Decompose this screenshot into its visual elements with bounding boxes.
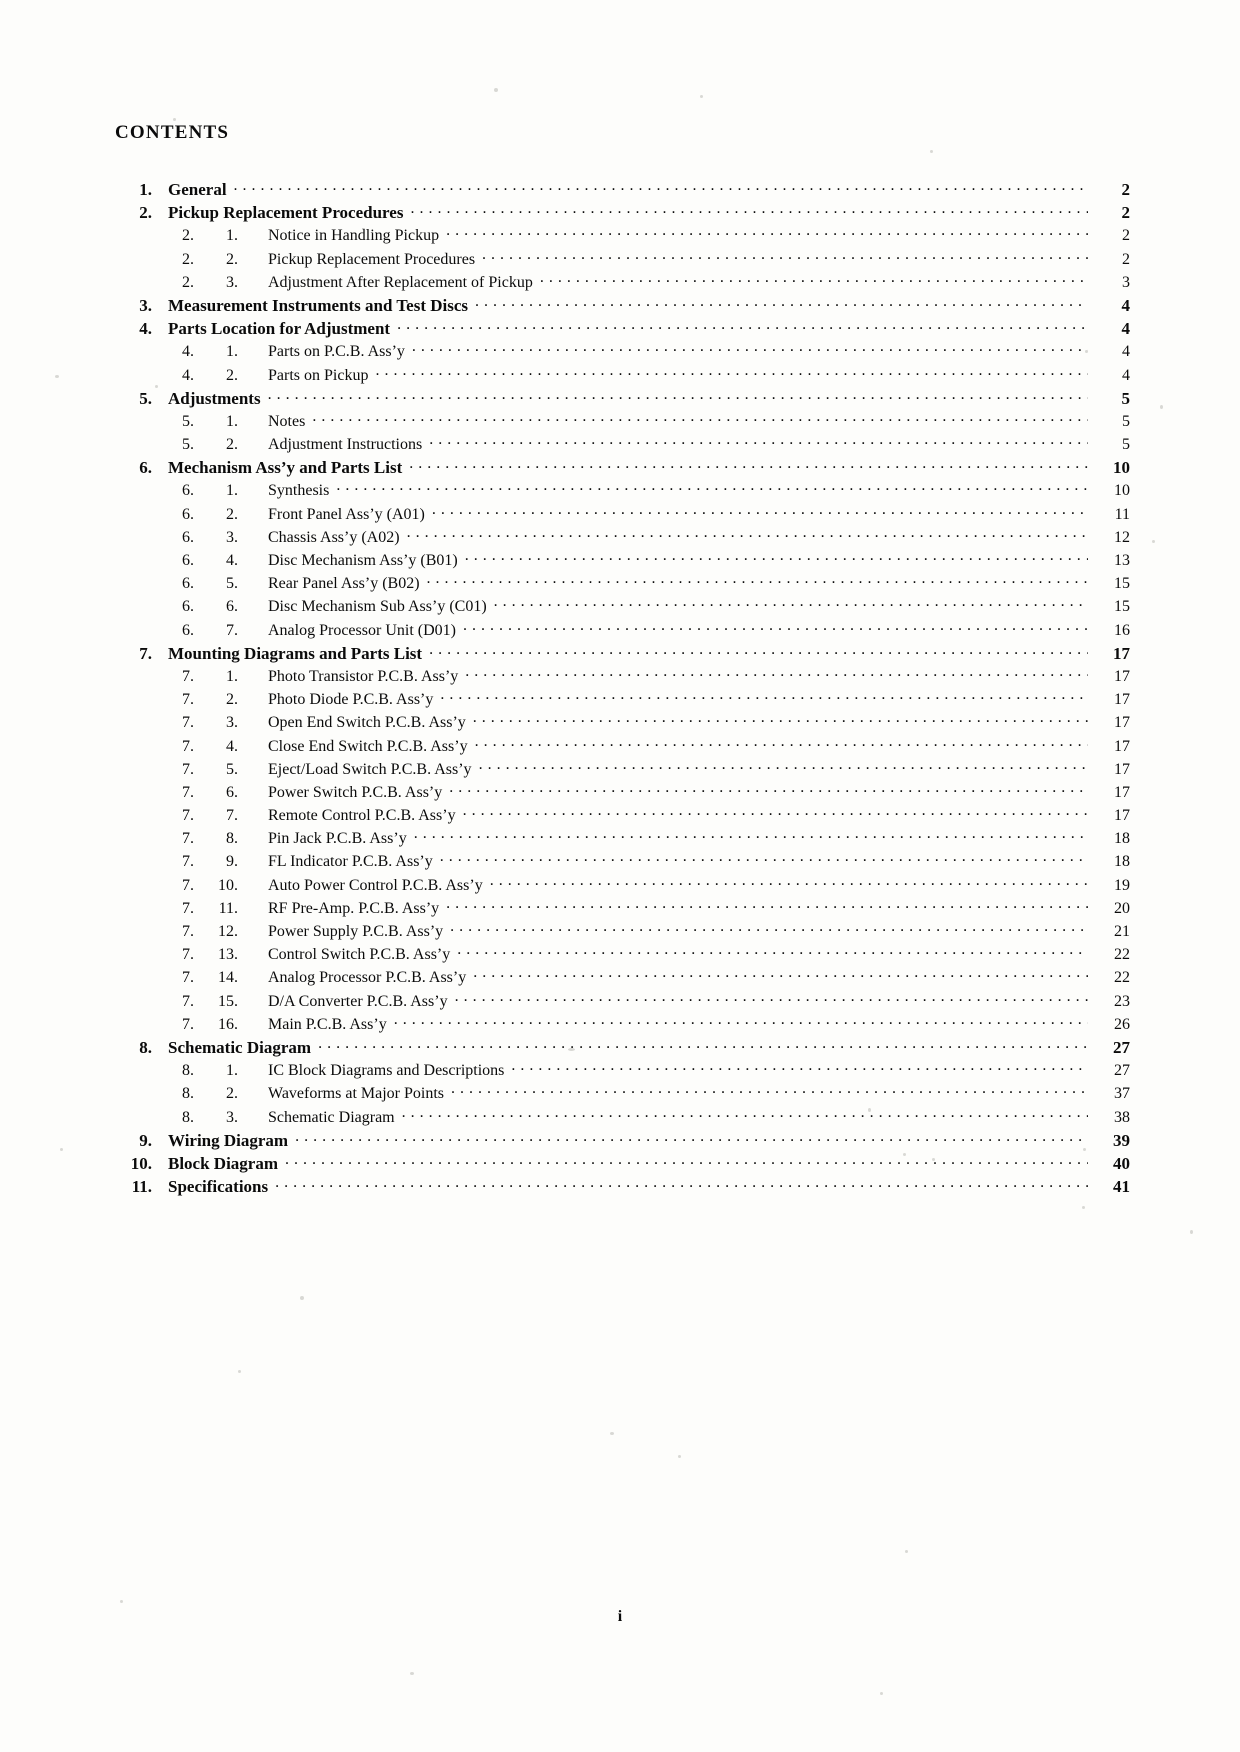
- scan-artifact: [155, 385, 158, 388]
- toc-entry-page-number: 23: [1114, 992, 1130, 1010]
- toc-leader-dots: [429, 433, 1088, 449]
- toc-entry-section-number: 5.: [182, 436, 194, 454]
- toc-entry-title: Photo Transistor P.C.B. Ass’y: [268, 667, 459, 685]
- toc-entry-subsection-number: 6.: [226, 598, 238, 616]
- toc-entry[interactable]: [112, 201, 1130, 224]
- toc-entry-subsection-number: 7.: [226, 621, 238, 639]
- toc-leader-dots: [407, 526, 1088, 542]
- toc-entry-title: Schematic Diagram: [268, 1108, 395, 1126]
- toc-entry-title: Main P.C.B. Ass’y: [268, 1015, 387, 1033]
- toc-entry-subsection-number: 1.: [226, 227, 238, 245]
- toc-leader-dots: [473, 966, 1088, 982]
- toc-entry-page-number: 27: [1113, 1037, 1130, 1057]
- toc-entry-title: General: [168, 180, 227, 199]
- toc-entry-section-number: 7.: [182, 783, 194, 801]
- toc-entry[interactable]: [112, 503, 1130, 526]
- toc-leader-dots: [465, 665, 1088, 681]
- toc-leader-dots: [463, 619, 1088, 635]
- toc-leader-dots: [318, 1036, 1088, 1053]
- scan-artifact: [700, 95, 703, 98]
- toc-entry-page-number: 5: [1121, 388, 1130, 408]
- toc-entry-title: Synthesis: [268, 482, 330, 500]
- toc-entry[interactable]: [112, 526, 1130, 549]
- toc-entry-title: Parts on P.C.B. Ass’y: [268, 343, 405, 361]
- scan-artifact: [868, 1108, 871, 1112]
- toc-leader-dots: [427, 572, 1088, 588]
- toc-entry-section-number: 7.: [182, 714, 194, 732]
- toc-entry-subsection-number: 2.: [226, 250, 238, 268]
- scan-artifact: [494, 88, 498, 92]
- toc-entry[interactable]: [112, 619, 1130, 642]
- toc-entry-section-number: 6.: [182, 621, 194, 639]
- toc-entry-page-number: 22: [1114, 969, 1130, 987]
- toc-entry[interactable]: [112, 688, 1130, 711]
- toc-entry-page-number: 2: [1121, 203, 1130, 223]
- toc-entry-title: Close End Switch P.C.B. Ass’y: [268, 737, 468, 755]
- toc-entry-subsection-number: 11.: [218, 899, 238, 917]
- toc-entry-subsection-number: 3.: [226, 528, 238, 546]
- toc-entry-number: 9.: [139, 1130, 152, 1150]
- toc-entry-subsection-number: 5.: [226, 760, 238, 778]
- toc-entry-title: Mounting Diagrams and Parts List: [168, 643, 423, 663]
- toc-entry[interactable]: [112, 178, 1130, 201]
- toc-entry-title: Adjustment Instructions: [268, 436, 423, 454]
- toc-entry-subsection-number: 12.: [218, 923, 238, 940]
- toc-leader-dots: [446, 897, 1088, 913]
- toc-leader-dots: [432, 503, 1088, 519]
- toc-entry[interactable]: [112, 1013, 1130, 1036]
- toc-entry[interactable]: [112, 711, 1130, 734]
- toc-leader-dots: [540, 271, 1088, 287]
- toc-entry-section-number: 5.: [182, 412, 194, 430]
- toc-entry-subsection-number: 4.: [226, 552, 238, 569]
- toc-leader-dots: [312, 410, 1088, 426]
- toc-entry-subsection-number: 6.: [226, 783, 238, 801]
- toc-entry-title: Measurement Instruments and Test Discs: [168, 295, 469, 315]
- toc-entry-title: Block Diagram: [168, 1153, 279, 1173]
- toc-entry-subsection-number: 1.: [226, 1062, 238, 1080]
- toc-entry-title: Specifications: [168, 1177, 269, 1197]
- toc-entry[interactable]: [112, 572, 1130, 595]
- toc-entry-number: 5.: [139, 388, 152, 408]
- scan-artifact: [410, 1672, 414, 1675]
- toc-entry-page-number: 10: [1114, 482, 1130, 500]
- toc-entry-page-number: 5: [1122, 436, 1130, 454]
- toc-entry[interactable]: [112, 874, 1130, 897]
- toc-entry-section-number: 6.: [182, 598, 194, 616]
- toc-entry-subsection-number: 5.: [226, 575, 238, 593]
- toc-entry[interactable]: [112, 294, 1130, 317]
- toc-entry-title: Waveforms at Major Points: [268, 1085, 445, 1103]
- toc-entry[interactable]: [112, 1175, 1130, 1198]
- toc-leader-dots: [429, 642, 1088, 659]
- scan-artifact: [1160, 405, 1163, 409]
- scan-artifact: [173, 118, 176, 121]
- toc-entry-title: Pin Jack P.C.B. Ass’y: [268, 830, 407, 848]
- toc-entry-title: Disc Mechanism Ass’y (B01): [268, 552, 458, 569]
- toc-entry-section-number: 7.: [182, 923, 194, 940]
- toc-leader-dots: [494, 595, 1088, 611]
- scan-artifact: [568, 1048, 575, 1051]
- toc-entry-subsection-number: 1.: [226, 482, 238, 500]
- toc-entry-page-number: 26: [1114, 1015, 1130, 1033]
- toc-entry[interactable]: [112, 1082, 1130, 1105]
- toc-leader-dots: [450, 920, 1088, 936]
- toc-entry-number: 10.: [130, 1153, 152, 1173]
- toc-entry[interactable]: [112, 364, 1130, 387]
- toc-entry-subsection-number: 2.: [226, 1085, 238, 1103]
- toc-leader-dots: [275, 1175, 1088, 1192]
- toc-entry-title: Chassis Ass’y (A02): [268, 528, 400, 546]
- toc-entry-subsection-number: 1.: [226, 667, 238, 685]
- toc-leader-dots: [490, 874, 1088, 890]
- toc-entry-subsection-number: 3.: [226, 714, 238, 732]
- toc-entry-title: Eject/Load Switch P.C.B. Ass’y: [268, 760, 472, 778]
- toc-entry[interactable]: [112, 340, 1130, 363]
- toc-entry-page-number: 38: [1114, 1108, 1130, 1126]
- toc-entry-page-number: 18: [1114, 853, 1130, 871]
- toc-entry-subsection-number: 15.: [218, 992, 238, 1010]
- toc-leader-dots: [475, 294, 1088, 311]
- toc-entry-title: Notice in Handling Pickup: [268, 227, 440, 245]
- toc-entry-page-number: 21: [1114, 923, 1130, 940]
- toc-entry-section-number: 6.: [182, 575, 194, 593]
- toc-entry-subsection-number: 14.: [218, 969, 238, 987]
- toc-entry-page-number: 2: [1121, 180, 1130, 199]
- toc-entry-page-number: 16: [1114, 621, 1130, 639]
- toc-leader-dots: [449, 781, 1088, 797]
- toc-leader-dots: [414, 827, 1088, 843]
- toc-entry-subsection-number: 3.: [226, 1108, 238, 1126]
- toc-entry-page-number: 10: [1113, 458, 1130, 478]
- toc-entry-section-number: 7.: [182, 760, 194, 778]
- toc-leader-dots: [285, 1152, 1088, 1169]
- toc-entry-title: Open End Switch P.C.B. Ass’y: [268, 714, 466, 732]
- toc-entry-section-number: 7.: [182, 946, 194, 964]
- toc-entry-number: 6.: [139, 458, 152, 478]
- toc-entry-number: 7.: [139, 643, 152, 663]
- toc-entry-page-number: 17: [1114, 807, 1130, 825]
- toc-entry-page-number: 39: [1113, 1130, 1130, 1150]
- scan-artifact: [300, 1296, 304, 1300]
- toc-entry-page-number: 27: [1114, 1062, 1130, 1080]
- toc-entry-subsection-number: 8.: [226, 830, 238, 848]
- toc-entry[interactable]: [112, 966, 1130, 989]
- toc-entry[interactable]: [112, 1059, 1130, 1082]
- toc-entry-page-number: 13: [1114, 552, 1130, 569]
- scan-artifact: [610, 1432, 614, 1435]
- toc-entry[interactable]: [112, 642, 1130, 665]
- scan-artifact: [60, 1148, 63, 1151]
- toc-entry[interactable]: [112, 758, 1130, 781]
- toc-entry-subsection-number: 16.: [218, 1015, 238, 1033]
- toc-entry[interactable]: [112, 850, 1130, 873]
- toc-leader-dots: [482, 248, 1088, 264]
- toc-entry-section-number: 8.: [182, 1108, 194, 1126]
- toc-entry-title: Auto Power Control P.C.B. Ass’y: [268, 876, 483, 894]
- toc-entry-page-number: 19: [1114, 876, 1130, 894]
- toc-entry-title: Wiring Diagram: [168, 1130, 289, 1150]
- toc-entry-page-number: 2: [1122, 227, 1130, 245]
- toc-entry-section-number: 7.: [182, 992, 194, 1010]
- toc-entry-page-number: 12: [1114, 528, 1130, 546]
- toc-entry[interactable]: [112, 248, 1130, 271]
- toc-entry[interactable]: [112, 665, 1130, 688]
- toc-entry-page-number: 4: [1122, 343, 1130, 361]
- toc-entry-page-number: 4: [1121, 295, 1130, 315]
- toc-entry-section-number: 8.: [182, 1085, 194, 1103]
- toc-entry-subsection-number: 3.: [226, 273, 238, 291]
- toc-leader-dots: [440, 850, 1088, 866]
- toc-leader-dots: [234, 178, 1088, 195]
- toc-entry[interactable]: [112, 595, 1130, 618]
- toc-entry-page-number: 15: [1114, 575, 1130, 593]
- toc-leader-dots: [465, 549, 1088, 565]
- toc-entry-number: 4.: [139, 319, 152, 339]
- toc-entry-section-number: 7.: [182, 691, 194, 709]
- toc-entry-section-number: 7.: [182, 1015, 194, 1033]
- toc-leader-dots: [295, 1129, 1088, 1146]
- toc-entry[interactable]: [112, 410, 1130, 433]
- toc-entry-section-number: 4.: [182, 343, 194, 361]
- toc-entry-page-number: 17: [1114, 760, 1130, 778]
- toc-entry-page-number: 2: [1122, 250, 1130, 268]
- toc-entry-title: Front Panel Ass’y (A01): [268, 505, 425, 523]
- toc-entry[interactable]: [112, 1152, 1130, 1175]
- toc-entry-number: 11.: [131, 1177, 152, 1197]
- toc-entry-section-number: 7.: [182, 830, 194, 848]
- toc-entry-title: Pickup Replacement Procedures: [168, 203, 404, 223]
- toc-leader-dots: [409, 456, 1088, 473]
- toc-entry-title: Photo Diode P.C.B. Ass’y: [268, 691, 434, 709]
- toc-entry[interactable]: [112, 735, 1130, 758]
- toc-entry-section-number: 6.: [182, 528, 194, 546]
- scan-artifact: [905, 1550, 908, 1553]
- toc-entry-section-number: 7.: [182, 667, 194, 685]
- scan-artifact: [238, 1370, 241, 1373]
- toc-entry-page-number: 40: [1113, 1153, 1130, 1173]
- toc-entry[interactable]: [112, 317, 1130, 340]
- scan-artifact: [1083, 1148, 1086, 1151]
- toc-leader-dots: [479, 758, 1088, 774]
- toc-entry-page-number: 41: [1113, 1177, 1130, 1197]
- toc-entry-title: Analog Processor Unit (D01): [268, 621, 456, 639]
- toc-leader-dots: [440, 688, 1088, 704]
- toc-leader-dots: [455, 990, 1088, 1006]
- toc-entry-title: Power Supply P.C.B. Ass’y: [268, 923, 444, 940]
- toc-entry[interactable]: [112, 433, 1130, 456]
- scan-artifact: [678, 1455, 681, 1458]
- toc-entry-page-number: 11: [1114, 505, 1130, 523]
- toc-entry-title: IC Block Diagrams and Descriptions: [268, 1062, 505, 1080]
- scan-artifact: [930, 150, 933, 153]
- scan-artifact: [1190, 1230, 1193, 1234]
- scan-artifact: [932, 1158, 935, 1161]
- toc-leader-dots: [412, 340, 1088, 356]
- toc-entry-section-number: 7.: [182, 853, 194, 871]
- toc-leader-dots: [457, 943, 1088, 959]
- toc-entry-subsection-number: 13.: [218, 946, 238, 964]
- toc-entry-subsection-number: 2.: [226, 366, 238, 384]
- toc-entry-title: Adjustment After Replacement of Pickup: [268, 273, 533, 291]
- toc-entry[interactable]: [112, 804, 1130, 827]
- toc-entry[interactable]: [112, 549, 1130, 572]
- toc-entry-title: Power Switch P.C.B. Ass’y: [268, 783, 443, 801]
- toc-entry-number: 8.: [139, 1037, 152, 1057]
- toc-entry-page-number: 3: [1122, 273, 1130, 291]
- toc-entry-title: Parts Location for Adjustment: [168, 319, 391, 339]
- toc-entry-title: Control Switch P.C.B. Ass’y: [268, 946, 451, 964]
- toc-entry-section-number: 6.: [182, 505, 194, 523]
- toc-entry-title: Parts on Pickup: [268, 366, 369, 384]
- toc-entry-section-number: 2.: [182, 250, 194, 268]
- toc-leader-dots: [410, 201, 1088, 218]
- scan-artifact: [903, 1153, 906, 1156]
- toc-entry-subsection-number: 2.: [226, 436, 238, 454]
- toc-leader-dots: [511, 1059, 1088, 1075]
- toc-leader-dots: [473, 711, 1088, 727]
- toc-entry-section-number: 6.: [182, 552, 194, 569]
- toc-entry-section-number: 6.: [182, 482, 194, 500]
- toc-entry[interactable]: [112, 224, 1130, 247]
- toc-entry-page-number: 22: [1114, 946, 1130, 964]
- toc-entry[interactable]: [112, 781, 1130, 804]
- toc-leader-dots: [394, 1013, 1088, 1029]
- toc-entry-page-number: 17: [1114, 691, 1130, 709]
- toc-entry-number: 3.: [139, 295, 152, 315]
- toc-leader-dots: [463, 804, 1088, 820]
- toc-entry-subsection-number: 7.: [226, 807, 238, 825]
- toc-entry[interactable]: [112, 943, 1130, 966]
- toc-entry[interactable]: [112, 271, 1130, 294]
- toc-entry-section-number: 7.: [182, 807, 194, 825]
- toc-entry[interactable]: [112, 456, 1130, 479]
- toc-entry[interactable]: [112, 827, 1130, 850]
- toc-leader-dots: [451, 1082, 1088, 1098]
- toc-entry-title: FL Indicator P.C.B. Ass’y: [268, 853, 433, 871]
- page-folio: i: [617, 1608, 623, 1625]
- toc-leader-dots: [375, 364, 1088, 380]
- toc-entry-page-number: 17: [1113, 643, 1130, 663]
- toc-entry-number: 2.: [139, 203, 152, 223]
- toc-entry-title: Pickup Replacement Procedures: [268, 250, 476, 268]
- toc-leader-dots: [268, 387, 1088, 404]
- toc-leader-dots: [402, 1106, 1088, 1122]
- toc-entry[interactable]: [112, 1036, 1130, 1059]
- toc-entry-title: Mechanism Ass’y and Parts List: [168, 458, 403, 478]
- toc-entry-subsection-number: 2.: [226, 691, 238, 709]
- toc-entry-title: RF Pre-Amp. P.C.B. Ass’y: [268, 899, 440, 917]
- toc-entry[interactable]: [112, 897, 1130, 920]
- toc-entry-title: Notes: [268, 412, 306, 430]
- toc-entry[interactable]: [112, 479, 1130, 502]
- toc-leader-dots: [336, 479, 1088, 495]
- toc-entry-title: Rear Panel Ass’y (B02): [268, 575, 420, 593]
- scan-artifact: [1085, 350, 1088, 353]
- toc-entry[interactable]: [112, 920, 1130, 943]
- toc-entry-page-number: 4: [1122, 366, 1130, 384]
- toc-entry-subsection-number: 1.: [226, 343, 238, 361]
- table-of-contents: [112, 178, 1130, 1198]
- toc-entry-subsection-number: 9.: [226, 853, 238, 871]
- toc-leader-dots: [475, 735, 1088, 751]
- toc-entry-page-number: 4: [1121, 319, 1130, 339]
- toc-entry-subsection-number: 4.: [226, 737, 238, 755]
- toc-leader-dots: [446, 224, 1088, 240]
- toc-entry-page-number: 17: [1114, 783, 1130, 801]
- toc-entry-section-number: 7.: [182, 737, 194, 755]
- toc-entry[interactable]: [112, 387, 1130, 410]
- toc-entry[interactable]: [112, 1106, 1130, 1129]
- scan-artifact: [1082, 1206, 1085, 1209]
- scan-artifact: [880, 1692, 883, 1695]
- toc-entry-page-number: 37: [1114, 1085, 1130, 1103]
- toc-entry-page-number: 17: [1114, 667, 1130, 685]
- toc-entry-title: Remote Control P.C.B. Ass’y: [268, 807, 456, 825]
- toc-entry[interactable]: [112, 990, 1130, 1013]
- toc-entry-page-number: 20: [1114, 899, 1130, 917]
- toc-entry-title: Analog Processor P.C.B. Ass’y: [268, 969, 467, 987]
- toc-entry-title: Disc Mechanism Sub Ass’y (C01): [268, 598, 487, 616]
- toc-entry-subsection-number: 2.: [226, 505, 238, 523]
- page-title: CONTENTS: [115, 122, 230, 143]
- toc-entry-subsection-number: 10.: [218, 876, 238, 894]
- toc-entry-page-number: 17: [1114, 737, 1130, 755]
- toc-entry-section-number: 7.: [182, 899, 194, 917]
- toc-entry-page-number: 17: [1114, 714, 1130, 732]
- toc-entry-section-number: 7.: [182, 969, 194, 987]
- toc-entry-subsection-number: 1.: [226, 412, 238, 430]
- toc-entry-page-number: 15: [1114, 598, 1130, 616]
- toc-entry-section-number: 7.: [182, 876, 194, 894]
- scan-artifact: [55, 375, 59, 378]
- scan-artifact: [120, 1600, 123, 1603]
- toc-entry-title: Adjustments: [168, 388, 261, 408]
- toc-entry-page-number: 5: [1122, 412, 1130, 430]
- scan-artifact: [1152, 540, 1155, 543]
- toc-entry-title: D/A Converter P.C.B. Ass’y: [268, 992, 448, 1010]
- toc-entry-section-number: 4.: [182, 366, 194, 384]
- toc-entry-section-number: 2.: [182, 273, 194, 291]
- toc-entry-number: 1.: [139, 180, 152, 199]
- toc-entry-section-number: 2.: [182, 227, 194, 245]
- toc-leader-dots: [397, 317, 1088, 334]
- toc-entry-page-number: 18: [1114, 830, 1130, 848]
- toc-entry-section-number: 8.: [182, 1062, 194, 1080]
- toc-entry[interactable]: [112, 1129, 1130, 1152]
- toc-entry-title: Schematic Diagram: [168, 1037, 312, 1057]
